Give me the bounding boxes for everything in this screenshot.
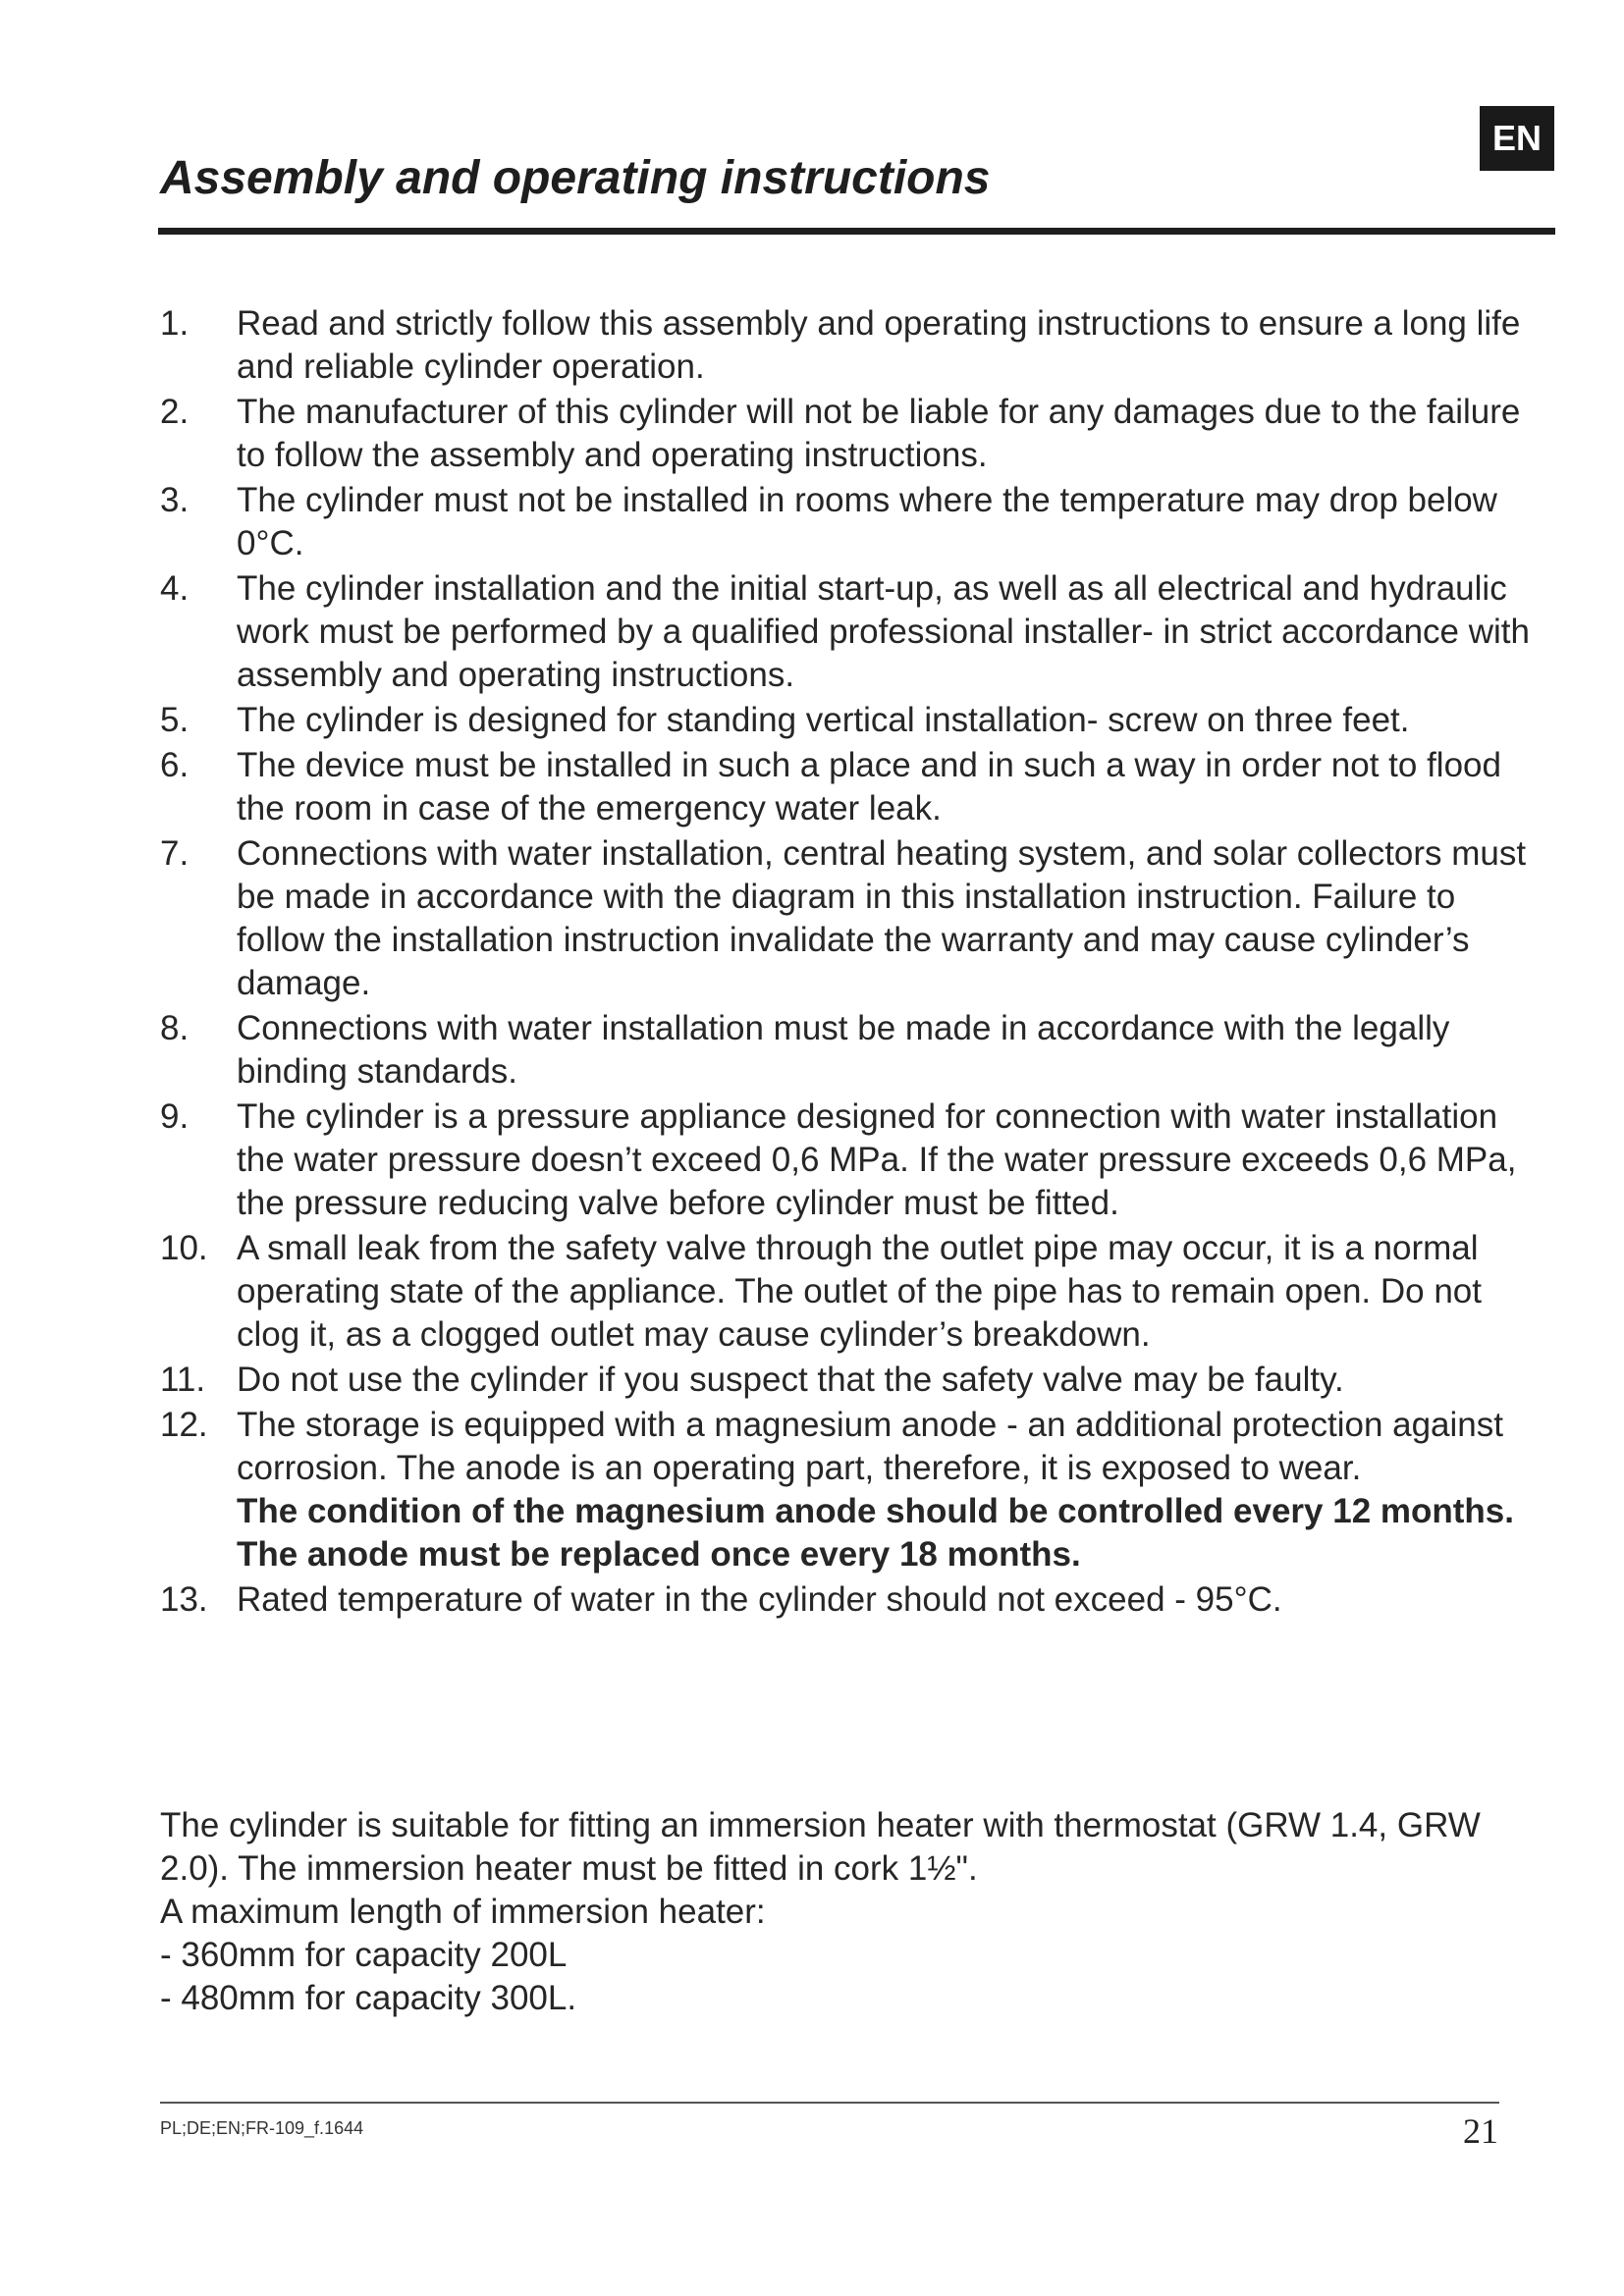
- list-item-number: 9.: [160, 1097, 189, 1136]
- capacity-bullet: - 480mm for capacity 300L.: [160, 1979, 577, 2017]
- note-paragraph: The cylinder is suitable for fitting an immersion heater with thermostat (GRW 1.4, GRW 2.0). The immersion heater must be fitted in cork 1½".: [160, 1806, 1481, 1888]
- list-item-number: 2.: [160, 393, 189, 431]
- list-item-text: Connections with water installation must be made in accordance with the legally binding standards.: [237, 1009, 1450, 1091]
- language-badge: EN: [1480, 106, 1554, 171]
- list-item: [160, 1227, 1535, 1357]
- list-item: [160, 744, 1535, 830]
- max-length-label: A maximum length of immersion heater:: [160, 1893, 766, 1931]
- list-item: [160, 1359, 1535, 1402]
- list-item-text: Rated temperature of water in the cylinder should not exceed - 95°C.: [237, 1580, 1282, 1619]
- list-item-number: 11.: [160, 1361, 206, 1399]
- list-item-number: 4.: [160, 569, 189, 608]
- list-item-number: 6.: [160, 746, 189, 784]
- title-divider: [158, 228, 1555, 235]
- capacity-bullet: - 360mm for capacity 200L: [160, 1936, 568, 1974]
- list-item-text: Do not use the cylinder if you suspect that the safety valve may be faulty.: [237, 1361, 1344, 1399]
- list-item-number: 1.: [160, 304, 189, 343]
- anode-replacement-warning: The anode must be replaced once every 18 months.: [237, 1535, 1081, 1574]
- immersion-heater-note: [160, 1804, 1535, 2020]
- list-item-text: Read and strictly follow this assembly and operating instructions to ensure a long life and reliable cylinder operation.: [237, 304, 1521, 386]
- list-item-text: The cylinder must not be installed in rooms where the temperature may drop below 0°C.: [237, 481, 1497, 562]
- list-item: [160, 1095, 1535, 1225]
- list-item-text: The manufacturer of this cylinder will not be liable for any damages due to the failure to follow the assembly and operating instructions.: [237, 393, 1521, 474]
- list-item: [160, 1578, 1535, 1622]
- instructions-list: [160, 302, 1535, 1624]
- list-item-number: 3.: [160, 481, 189, 519]
- list-item-text: The cylinder installation and the initial start-up, as well as all electrical and hydraulic work must be performed by a qualified professional installer- in strict accordance with assembly and operating instructions.: [237, 569, 1530, 694]
- list-item-text: A small leak from the safety valve through the outlet pipe may occur, it is a normal operating state of the appliance. The outlet of the pipe has to remain open. Do not clog it, as a clogged outlet may cause cylinder’s breakdown.: [237, 1229, 1482, 1354]
- list-item-text: The storage is equipped with a magnesium anode - an additional protection against corrosion. The anode is an operating part, therefore, it is exposed to wear.: [237, 1406, 1503, 1487]
- page-number: 21: [1463, 2111, 1498, 2151]
- list-item-number: 5.: [160, 701, 189, 739]
- list-item-number: 13.: [160, 1580, 208, 1619]
- list-item: [160, 1404, 1535, 1576]
- list-item: [160, 302, 1535, 389]
- list-item: [160, 479, 1535, 565]
- anode-inspection-warning: The condition of the magnesium anode should be controlled every 12 months.: [237, 1492, 1514, 1530]
- list-item-text: Connections with water installation, central heating system, and solar collectors must be made in accordance with the diagram in this installation instruction. Failure to follow the installation instruction invalidate the warranty and may cause cylinder’s damage.: [237, 834, 1527, 1002]
- list-item-text: The cylinder is designed for standing vertical installation- screw on three feet.: [237, 701, 1410, 739]
- list-item: [160, 699, 1535, 742]
- document-code: PL;DE;EN;FR-109_f.1644: [160, 2118, 364, 2138]
- footer-divider: [160, 2102, 1499, 2104]
- list-item-text: The cylinder is a pressure appliance designed for connection with water installation the water pressure doesn’t exceed 0,6 MPa. If the water pressure exceeds 0,6 MPa, the pressure reducing valve before cylinder must be fitted.: [237, 1097, 1517, 1222]
- list-item: [160, 391, 1535, 477]
- list-item-number: 10.: [160, 1229, 208, 1267]
- list-item-number: 12.: [160, 1406, 208, 1444]
- list-item-text: The device must be installed in such a place and in such a way in order not to flood the room in case of the emergency water leak.: [237, 746, 1501, 828]
- list-item-number: 7.: [160, 834, 189, 873]
- list-item: [160, 567, 1535, 697]
- list-item: [160, 832, 1535, 1005]
- page-title: Assembly and operating instructions: [160, 152, 991, 204]
- list-item: [160, 1007, 1535, 1094]
- list-item-number: 8.: [160, 1009, 189, 1047]
